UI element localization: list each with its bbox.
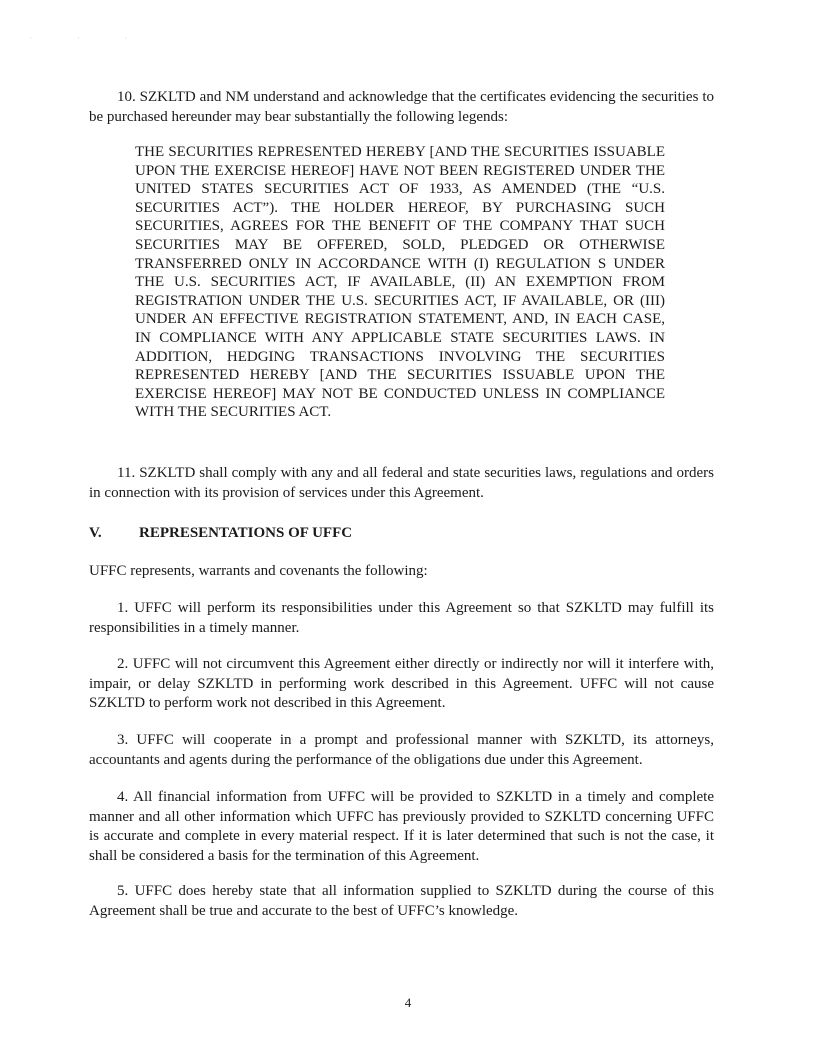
page-number: 4 xyxy=(404,995,412,1010)
securities-legend: THE SECURITIES REPRESENTED HEREBY [AND THE SECURITIES ISSUABLE UPON THE EXERCISE HEREOF] HAVE NOT BEEN REGISTERED UNDER THE UNITED STATES SECURITIES ACT OF 1933, AS AMENDED (THE “U.S. SECURITIES ACT”). THE HOLDER HEREOF, BY PURCHASING SUCH SECURITIES, AGREES FOR THE BENEFIT OF THE COMPANY THAT SUCH SECURITIES MAY BE OFFERED, SOLD, PLEDGED OR OTHERWISE TRANSFERRED ONLY IN ACCORDANCE WITH (I) REGULATION S UNDER THE U.S. SECURITIES ACT, IF AVAILABLE, (II) AN EXEMPTION FROM REGISTRATION UNDER THE U.S. SECURITIES ACT, IF AVAILABLE, OR (III) UNDER AN EFFECTIVE REGISTRATION STATEMENT, AND, IN EACH CASE, IN COMPLIANCE WITH ANY APPLICABLE STATE SECURITIES LAWS. IN ADDITION, HEDGING TRANSACTIONS INVOLVING THE SECURITIES REPRESENTED HEREBY [AND THE SECURITIES ISSUABLE UPON THE EXERCISE HEREOF] MAY NOT BE CONDUCTED UNLESS IN COMPLIANCE WITH THE SECURITIES ACT. xyxy=(135,144,665,421)
list-item-3: 3. UFFC will cooperate in a prompt and professional manner with SZKLTD, its attorneys, accountants and agents during the performance of the obligations due under this Agreement. xyxy=(89,732,714,768)
scan-specks: · · · xyxy=(30,36,149,42)
section-number: V. xyxy=(89,525,102,541)
list-item-5: 5. UFFC does hereby state that all information supplied to SZKLTD during the course of this Agreement shall be true and accurate to the best of UFFC’s knowledge. xyxy=(89,883,714,919)
paragraph-10: 10. SZKLTD and NM understand and acknowledge that the certificates evidencing the securities to be purchased hereunder may bear substantially the following legends: xyxy=(89,89,714,125)
section-heading xyxy=(89,525,352,542)
section-intro: UFFC represents, warrants and covenants the following: xyxy=(89,563,428,579)
list-item-4: 4. All financial information from UFFC will be provided to SZKLTD in a timely and complete manner and all other information which UFFC has previously provided to SZKLTD concerning UFFC is accurate and complete in every material respect. If it is later determined that such is not the case, it shall be considered a basis for the termination of this Agreement. xyxy=(89,789,714,864)
paragraph-11: 11. SZKLTD shall comply with any and all federal and state securities laws, regulations and orders in connection with its provision of services under this Agreement. xyxy=(89,465,714,501)
list-item-2: 2. UFFC will not circumvent this Agreement either directly or indirectly nor will it interfere with, impair, or delay SZKLTD in performing work described in this Agreement. UFFC will not cause SZKLTD to perform work not described in this Agreement. xyxy=(89,656,714,711)
list-item-1: 1. UFFC will perform its responsibilities under this Agreement so that SZKLTD may fulfill its responsibilities in a timely manner. xyxy=(89,600,714,636)
section-title: REPRESENTATIONS OF UFFC xyxy=(139,525,353,541)
